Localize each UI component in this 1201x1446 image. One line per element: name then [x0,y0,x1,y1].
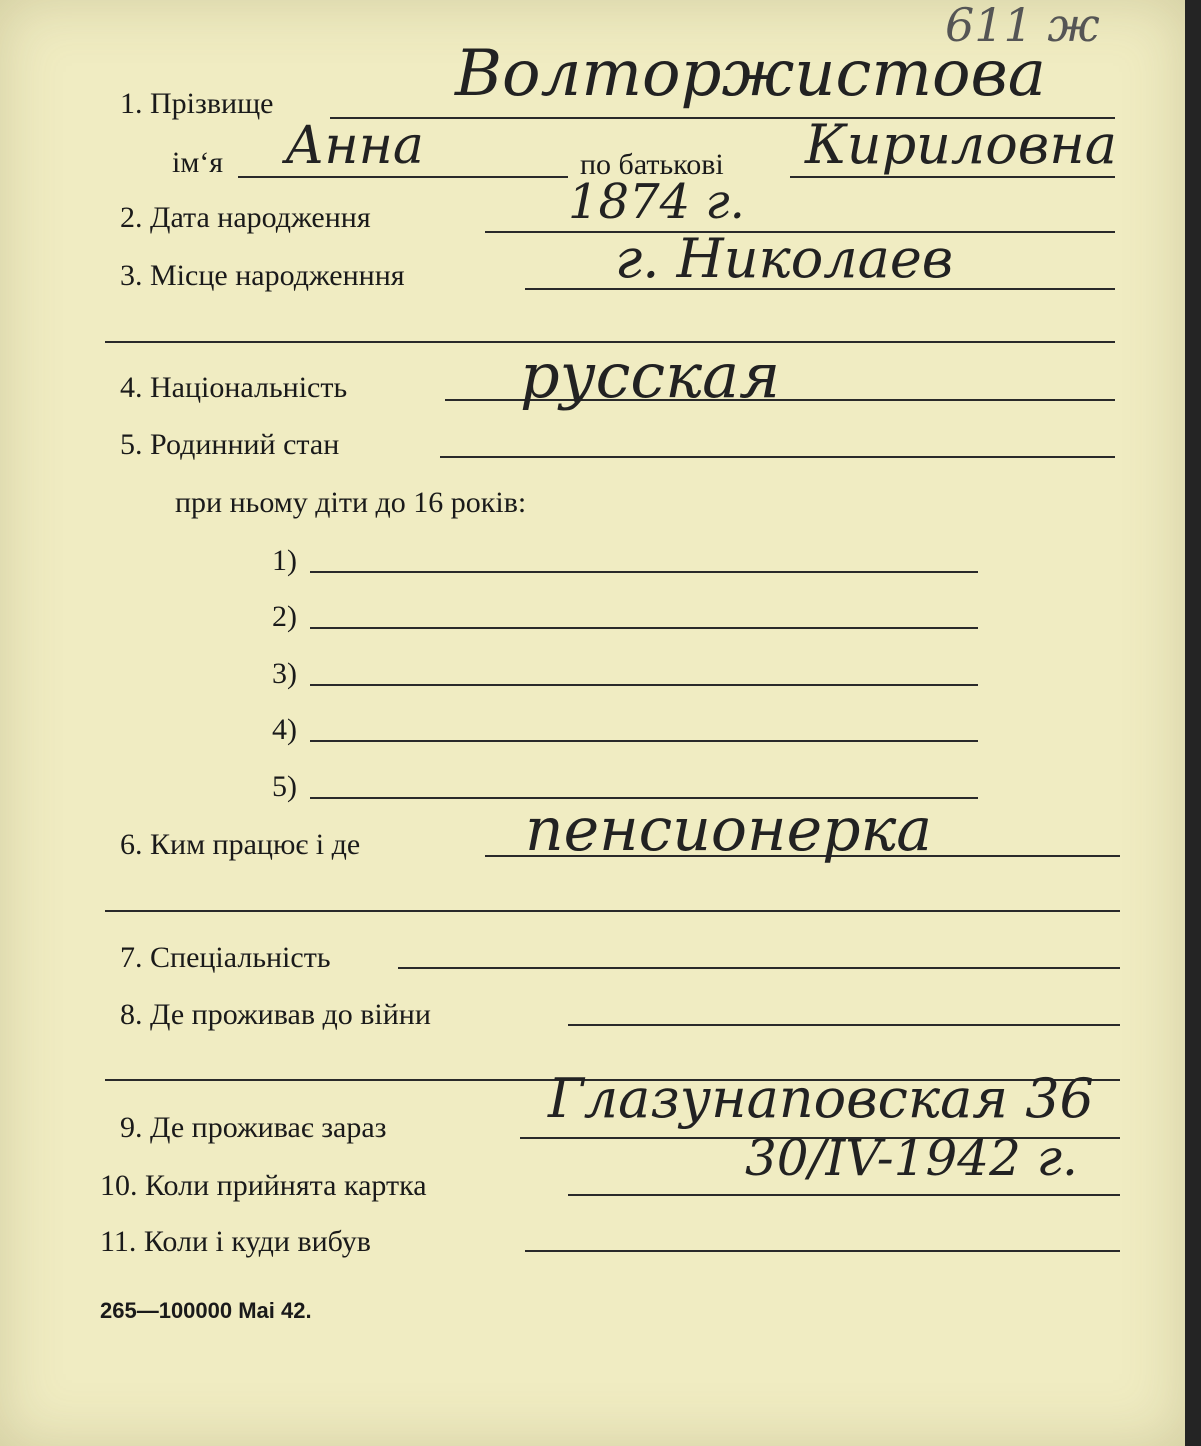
nationality-label: 4. Національність [120,371,348,404]
handwritten-work: пенсионерка [525,795,933,865]
handwritten-surname: Волторжистова [455,37,1046,111]
name-field-line [238,176,568,178]
birth-date-label: 2. Дата народження [120,201,371,234]
patronymic-label: по батькові [580,148,724,181]
print-code: 265—100000 Mai 42. [100,1298,312,1323]
handwritten-nationality: русская [520,339,781,412]
child-row-1-line [310,571,978,573]
name-label: ім‘я [172,146,224,179]
work-label: 6. Ким працює і де [120,828,361,861]
specialty-field-line [398,967,1120,969]
child-row-2-label: 2) [272,600,297,633]
birth-place-label: 3. Місце народженння [120,259,405,292]
current-residence-label: 9. Де проживає зараз [120,1111,387,1144]
work-extra-line [105,910,1120,912]
child-row-3-label: 3) [272,657,297,690]
child-row-4-label: 4) [272,713,297,746]
card-accepted-label: 10. Коли прийнята картка [100,1169,427,1202]
children-label: при ньому діти до 16 років: [175,486,527,519]
patronymic-field-line [790,176,1115,178]
handwritten-accepted-date: 30/IV-1942 г. [745,1129,1078,1187]
handwritten-patronymic: Кириловна [805,113,1118,176]
departure-field-line [525,1250,1120,1252]
marital-status-field-line [440,456,1115,458]
handwritten-birth-place: г. Николаев [615,227,954,290]
marital-status-label: 5. Родинний стан [120,428,340,461]
departure-label: 11. Коли і куди вибув [100,1225,371,1258]
handwritten-current-address: Глазунаповская 36 [548,1067,1094,1130]
handwritten-card-number: 611 ж [945,0,1100,52]
handwritten-name: Анна [285,116,424,176]
specialty-label: 7. Спеціальність [120,941,331,974]
card-edge-background [1185,0,1201,1446]
child-row-5-label: 5) [272,770,297,803]
child-row-4-line [310,740,978,742]
prewar-residence-field-line [568,1024,1120,1026]
child-row-2-line [310,627,978,629]
card-accepted-field-line [568,1194,1120,1196]
prewar-residence-label: 8. Де проживав до війни [120,998,431,1031]
child-row-1-label: 1) [272,544,297,577]
handwritten-birth-date: 1874 г. [568,174,745,230]
surname-label: 1. Прізвище [120,87,274,120]
child-row-3-line [310,684,978,686]
